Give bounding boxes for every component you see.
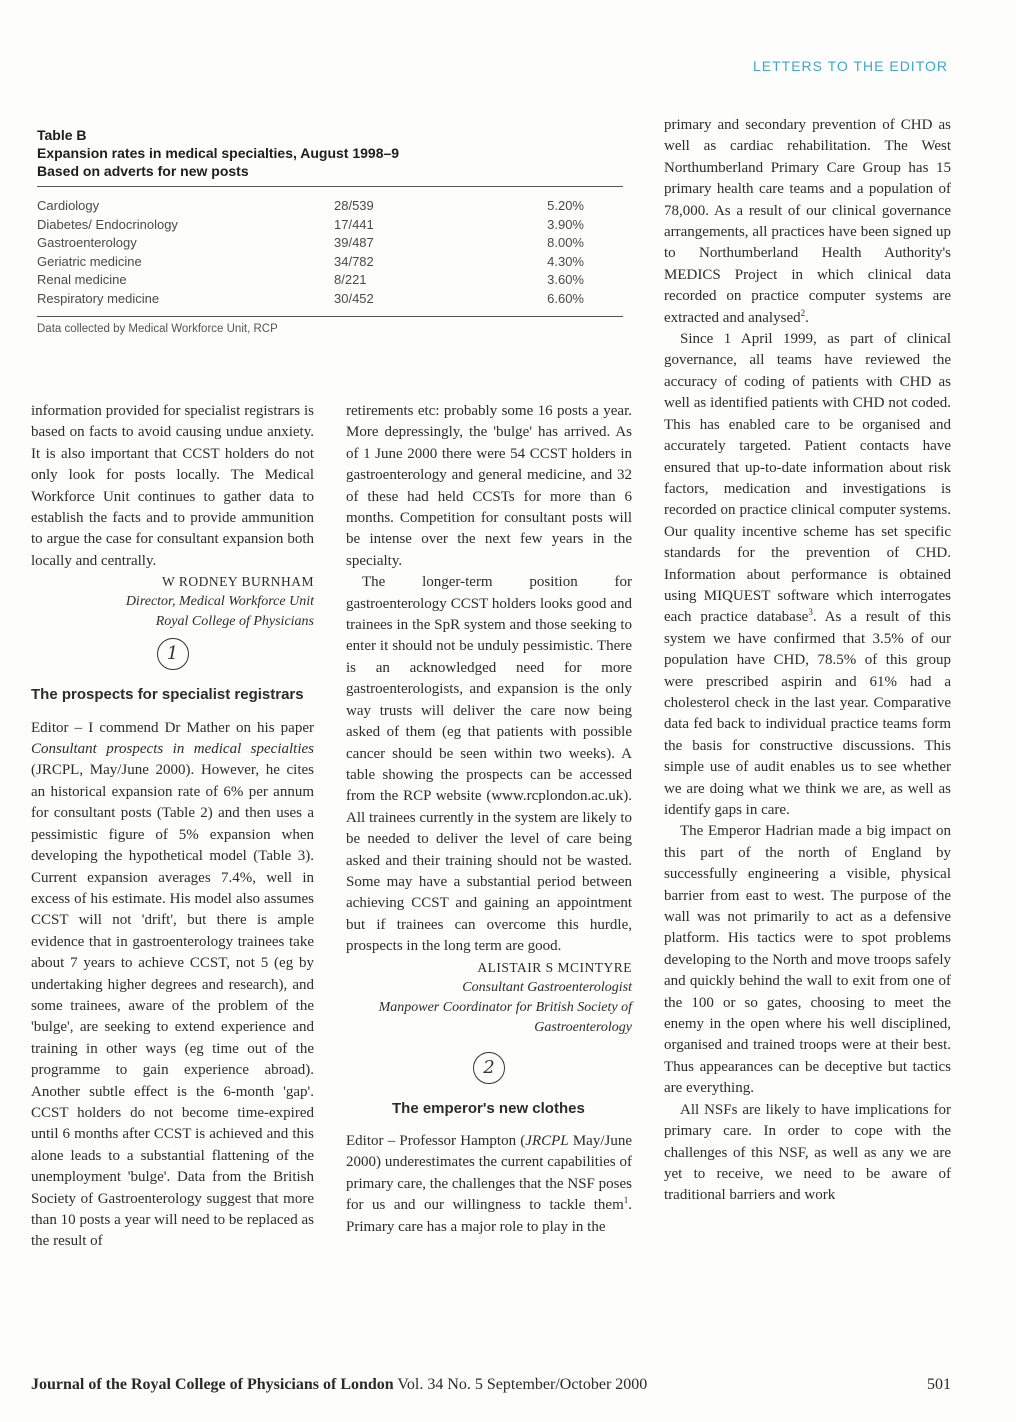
author-name: ALISTAIR S MCINTYRE [477, 959, 632, 975]
journal-name: Journal of the Royal College of Physicians of London [31, 1376, 394, 1393]
table-cell-rate: 8.00% [547, 235, 584, 250]
journal-footer [31, 1376, 951, 1394]
table-row [37, 197, 623, 216]
journal-issue: Vol. 34 No. 5 September/October 2000 [393, 1376, 648, 1393]
table-row [37, 253, 623, 272]
burnham-letter-end: information provided for specialist registrars is based on facts to avoid causing undue anxiety. It is also important that CCST holders do not only look for posts locally. The Medical Workforce Unit continues to gather data to establish the facts and to provide ammunition to argue the case for consultant expansion both locally and centrally. [31, 403, 314, 569]
column-middle [346, 401, 632, 1238]
section-label: LETTERS TO THE EDITOR [752, 58, 948, 74]
table-caption: Expansion rates in medical specialties, August 1998–9 [37, 145, 400, 161]
author-affiliation: Manpower Coordinator for British Society of Gastroenterology [378, 999, 632, 1035]
emperor-paragraph-1: primary and secondary prevention of CHD as well as cardiac rehabilitation. The West Northumberland Primary Care Group has 15 primary health care teams and a population of 78,000. As a result of our clinical governance arrangements, all practices have been signed up to Northumberland Health Authority's MEDICS Project in which clinical data recorded on practice computer systems are extracted and analysed$^2$. [664, 117, 951, 326]
table-cell-ratio: 28/539 [334, 198, 374, 213]
handwritten-mark-2: 2 [346, 1052, 632, 1088]
author-role: Consultant Gastroenterologist [462, 979, 632, 995]
table-cell-ratio: 34/782 [334, 253, 374, 269]
mcintyre-paragraph-2: The longer-term position for gastroenterology CCST holders looks good and trainees in the SpR system and those seeking to enter it should not be unduly pessimistic. There is an acknowledged need for more gastroenterologists, and expansion is the only way trusts will deliver the care now being asked of them (eg that patients with possible cancer should be seen within two weeks). A table showing the prospects can be accessed from the RCP website (www.rcplondon.ac.uk). All trainees currently in the system are likely to be needed to deliver the level of care being asked and their training should not be wasted. Some may have a substantial period between achieving CCST and gaining an appointment but if trainees can overcome this hurdle, prospects in the long term are good. [346, 574, 632, 955]
table-cell-specialty: Geriatric medicine [37, 253, 142, 269]
table-footnote: Data collected by Medical Workforce Unit, RCP [37, 323, 278, 335]
table-row [37, 271, 623, 290]
table-title: Table B [37, 127, 87, 143]
hampton-reply-body: Editor – Professor Hampton (JRCPL May/June 2000) underestimates the current capabilities of primary care, the challenges that the NSF poses for us and our willingness to tackle them$^1$. Primary care has a major role to play in the [346, 1132, 632, 1235]
table-cell-specialty: Renal medicine [37, 272, 127, 287]
table-row [37, 234, 623, 253]
table-bottom-rule [37, 316, 623, 317]
table-cell-ratio: 39/487 [334, 235, 374, 250]
table-cell-specialty: Diabetes/ Endocrinology [37, 216, 178, 232]
table-cell-rate: 5.20% [547, 198, 584, 213]
table-row [37, 290, 623, 309]
author-name: W RODNEY BURNHAM [161, 574, 314, 590]
table-b [37, 126, 623, 335]
column-right [664, 115, 951, 1207]
letter-heading-emperor: The emperor's new clothes [392, 1099, 585, 1117]
table-cell-rate: 3.60% [547, 272, 584, 287]
table-cell-ratio: 8/221 [334, 272, 367, 287]
page-number: 501 [927, 1376, 951, 1393]
table-cell-specialty: Respiratory medicine [37, 290, 160, 306]
mcintyre-paragraph-1: retirements etc: probably some 16 posts a year. More depressingly, the 'bulge' has arrived. As of 1 June 2000 there were 54 CCST holders in gastroenterology and general medicine, and 32 of these had held CCSTs for more than 6 months. Competition for consultant posts will be intense over the next few years in the specialty. [346, 403, 632, 569]
table-body [37, 197, 623, 308]
table-subcaption: Based on adverts for new posts [37, 163, 249, 179]
author-role: Director, Medical Workforce Unit [125, 594, 314, 610]
signature-burnham [31, 572, 314, 632]
emperor-paragraph-4: All NSFs are likely to have implications for primary care. In order to cope with the challenges of this NSF, as well as any we are yet to receive, we need to be aware of traditional barriers and work [664, 1101, 951, 1204]
table-cell-ratio: 17/441 [334, 216, 374, 232]
signature-mcintyre [346, 958, 632, 1038]
mcintyre-letter-body: Editor – I commend Dr Mather on his paper Consultant prospects in medical specialties (JRCPL, May/June 2000). However, he cites an historical expansion rate of 6% per annum for consultant posts (Table 2) and then uses a pessimistic figure of 5% expansion when developing the hypothetical model (Table 3). Current expansion averages 7.4%, well in excess of his estimate. His model also assumes CCST will not 'drift', but there is ample evidence that in gastroenterology trainees take about 7 years to achieve CCST, not 5 (eg by undertaking higher degrees and research), and some trainees, aware of the problem of the 'bulge', are seeking to extend experience and training in other ways (eg time out of the programme to gain experience abroad). Another subtle effect is the 6-month 'gap'. CCST holders do not become time-expired until 6 months after CCST is achieved and this alone leads to a substantial flattening of the unemployment 'bulge'. Data from the British Society of Gastroenterology suggest that more than 10 posts a year will need to be replaced as the result of [31, 719, 314, 1250]
author-affiliation: Royal College of Physicians [155, 614, 314, 630]
table-cell-rate: 4.30% [547, 253, 584, 269]
handwritten-mark-1: 1 [31, 638, 314, 674]
letter-heading-prospects: The prospects for specialist registrars [31, 686, 304, 704]
emperor-paragraph-3: The Emperor Hadrian made a big impact on this part of the north of England by successfully engineering a visible, physical barrier from east to west. The purpose of the wall was not primarily to act as a defensive platform. His tactics were to spot problems developing to the North and move troops safely and quickly behind the wall to exit from one of the 100 or so gates, choosing to meet the enemy in the open where his well disciplined, organised and trained troops were at their best. Thus appearances can be deceptive but tactics are everything. [664, 823, 951, 1097]
table-row [37, 216, 623, 235]
table-cell-specialty: Cardiology [37, 198, 100, 213]
table-cell-specialty: Gastroenterology [37, 235, 137, 250]
table-top-rule [37, 186, 623, 187]
emperor-paragraph-2: Since 1 April 1999, as part of clinical governance, all teams have reviewed the accuracy of coding of patients with CHD as well as identified patients with CHD not coded. This has enabled care to be organised and accurately targeted. Patient contacts have ensured that up-to-date information about risk factors, medication and investigations is recorded on practice clinical computer systems. Our quality incentive scheme has set specific standards for the prevention of CHD. Information about performance is obtained using MIQUEST software which interrogates each practice database$^3$. As a result of this system we have confirmed that 3.5% of our population have CHD, 78.5% of this group were prescribed aspirin and 61% had a cholesterol check in the last year. Comparative data fed back to individual practice teams form the basis for constructive discussions. This simple use of audit enables us to see whether we are doing what we think we are, as well as identify gaps in care. [664, 331, 951, 818]
column-left [31, 401, 314, 1253]
table-cell-rate: 6.60% [547, 290, 584, 306]
table-cell-ratio: 30/452 [334, 290, 374, 306]
table-cell-rate: 3.90% [547, 216, 584, 232]
